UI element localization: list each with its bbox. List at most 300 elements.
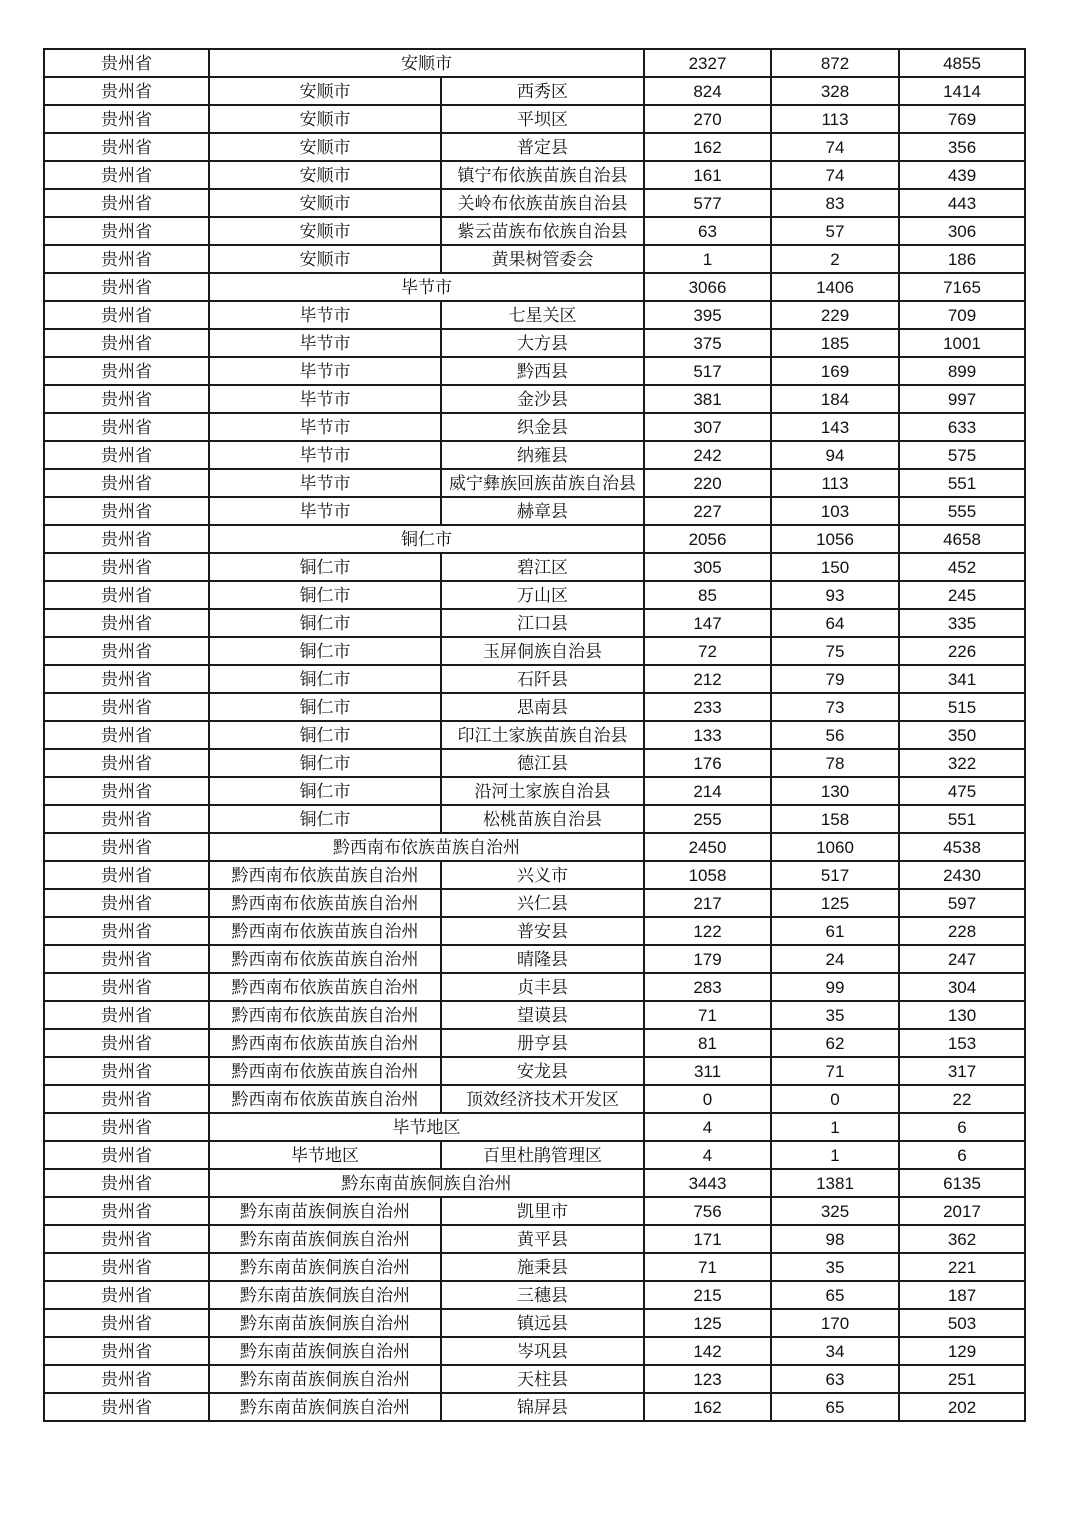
value-cell: 133: [644, 721, 771, 749]
value-cell: 322: [899, 749, 1025, 777]
table-row: [44, 133, 1025, 161]
province-cell: 贵州省: [44, 357, 209, 385]
table-row: [44, 1001, 1025, 1029]
value-cell: 22: [899, 1085, 1025, 1113]
value-cell: 4855: [899, 49, 1025, 77]
value-cell: 61: [771, 917, 899, 945]
value-cell: 443: [899, 189, 1025, 217]
value-cell: 129: [899, 1337, 1025, 1365]
value-cell: 551: [899, 469, 1025, 497]
city-summary-cell: 毕节市: [209, 273, 644, 301]
table-row: [44, 77, 1025, 105]
city-cell: 毕节市: [209, 385, 441, 413]
province-cell: 贵州省: [44, 1113, 209, 1141]
city-cell: 铜仁市: [209, 581, 441, 609]
value-cell: 515: [899, 693, 1025, 721]
value-cell: 212: [644, 665, 771, 693]
value-cell: 75: [771, 637, 899, 665]
county-cell: 江口县: [441, 609, 644, 637]
value-cell: 6: [899, 1141, 1025, 1169]
value-cell: 356: [899, 133, 1025, 161]
value-cell: 64: [771, 609, 899, 637]
province-cell: 贵州省: [44, 1001, 209, 1029]
value-cell: 65: [771, 1281, 899, 1309]
value-cell: 551: [899, 805, 1025, 833]
value-cell: 62: [771, 1029, 899, 1057]
county-cell: 黄平县: [441, 1225, 644, 1253]
province-cell: 贵州省: [44, 1169, 209, 1197]
table-row: [44, 1281, 1025, 1309]
value-cell: 3443: [644, 1169, 771, 1197]
table-row: [44, 1309, 1025, 1337]
value-cell: 756: [644, 1197, 771, 1225]
province-cell: 贵州省: [44, 273, 209, 301]
value-cell: 1001: [899, 329, 1025, 357]
value-cell: 71: [644, 1253, 771, 1281]
table-row: [44, 833, 1025, 861]
value-cell: 306: [899, 217, 1025, 245]
county-cell: 普定县: [441, 133, 644, 161]
county-cell: 石阡县: [441, 665, 644, 693]
value-cell: 2017: [899, 1197, 1025, 1225]
province-cell: 贵州省: [44, 1365, 209, 1393]
value-cell: 7165: [899, 273, 1025, 301]
table-row: [44, 777, 1025, 805]
value-cell: 255: [644, 805, 771, 833]
value-cell: 63: [644, 217, 771, 245]
value-cell: 0: [771, 1085, 899, 1113]
value-cell: 103: [771, 497, 899, 525]
county-cell: 西秀区: [441, 77, 644, 105]
table-row: [44, 1337, 1025, 1365]
table-row: [44, 273, 1025, 301]
table-row: [44, 889, 1025, 917]
value-cell: 375: [644, 329, 771, 357]
value-cell: 162: [644, 1393, 771, 1421]
value-cell: 899: [899, 357, 1025, 385]
value-cell: 341: [899, 665, 1025, 693]
county-cell: 贞丰县: [441, 973, 644, 1001]
table-row: [44, 441, 1025, 469]
table-row: [44, 385, 1025, 413]
city-cell: 黔东南苗族侗族自治州: [209, 1337, 441, 1365]
value-cell: 362: [899, 1225, 1025, 1253]
city-cell: 铜仁市: [209, 609, 441, 637]
province-cell: 贵州省: [44, 805, 209, 833]
value-cell: 147: [644, 609, 771, 637]
county-cell: 安龙县: [441, 1057, 644, 1085]
value-cell: 824: [644, 77, 771, 105]
county-cell: 岑巩县: [441, 1337, 644, 1365]
value-cell: 872: [771, 49, 899, 77]
value-cell: 6135: [899, 1169, 1025, 1197]
province-cell: 贵州省: [44, 385, 209, 413]
table-row: [44, 245, 1025, 273]
table-row: [44, 1029, 1025, 1057]
city-cell: 安顺市: [209, 161, 441, 189]
table-row: [44, 861, 1025, 889]
county-cell: 兴仁县: [441, 889, 644, 917]
province-cell: 贵州省: [44, 1057, 209, 1085]
value-cell: 113: [771, 105, 899, 133]
city-cell: 铜仁市: [209, 637, 441, 665]
table-row: [44, 189, 1025, 217]
province-cell: 贵州省: [44, 1309, 209, 1337]
value-cell: 1: [644, 245, 771, 273]
table-row: [44, 1225, 1025, 1253]
table-row: [44, 693, 1025, 721]
value-cell: 221: [899, 1253, 1025, 1281]
value-cell: 307: [644, 413, 771, 441]
value-cell: 4538: [899, 833, 1025, 861]
table-row: [44, 217, 1025, 245]
value-cell: 202: [899, 1393, 1025, 1421]
table-row: [44, 161, 1025, 189]
value-cell: 2430: [899, 861, 1025, 889]
value-cell: 35: [771, 1253, 899, 1281]
county-cell: 凯里市: [441, 1197, 644, 1225]
value-cell: 633: [899, 413, 1025, 441]
value-cell: 229: [771, 301, 899, 329]
value-cell: 150: [771, 553, 899, 581]
county-cell: 德江县: [441, 749, 644, 777]
value-cell: 79: [771, 665, 899, 693]
province-cell: 贵州省: [44, 1197, 209, 1225]
value-cell: 228: [899, 917, 1025, 945]
city-cell: 铜仁市: [209, 553, 441, 581]
province-cell: 贵州省: [44, 469, 209, 497]
table-row: [44, 413, 1025, 441]
city-cell: 安顺市: [209, 245, 441, 273]
city-cell: 黔西南布依族苗族自治州: [209, 1001, 441, 1029]
value-cell: 517: [771, 861, 899, 889]
city-cell: 铜仁市: [209, 749, 441, 777]
city-summary-cell: 黔东南苗族侗族自治州: [209, 1169, 644, 1197]
value-cell: 72: [644, 637, 771, 665]
value-cell: 439: [899, 161, 1025, 189]
value-cell: 227: [644, 497, 771, 525]
value-cell: 381: [644, 385, 771, 413]
county-cell: 紫云苗族布依族自治县: [441, 217, 644, 245]
value-cell: 56: [771, 721, 899, 749]
county-cell: 兴义市: [441, 861, 644, 889]
province-cell: 贵州省: [44, 497, 209, 525]
table-row: [44, 1085, 1025, 1113]
province-cell: 贵州省: [44, 1281, 209, 1309]
city-cell: 黔西南布依族苗族自治州: [209, 1085, 441, 1113]
value-cell: 34: [771, 1337, 899, 1365]
table-row: [44, 721, 1025, 749]
table-row: [44, 49, 1025, 77]
province-cell: 贵州省: [44, 133, 209, 161]
value-cell: 597: [899, 889, 1025, 917]
province-cell: 贵州省: [44, 189, 209, 217]
value-cell: 74: [771, 133, 899, 161]
value-cell: 350: [899, 721, 1025, 749]
city-cell: 黔西南布依族苗族自治州: [209, 917, 441, 945]
county-cell: 思南县: [441, 693, 644, 721]
province-cell: 贵州省: [44, 973, 209, 1001]
city-cell: 安顺市: [209, 105, 441, 133]
value-cell: 94: [771, 441, 899, 469]
value-cell: 1414: [899, 77, 1025, 105]
county-cell: 玉屏侗族自治县: [441, 637, 644, 665]
value-cell: 251: [899, 1365, 1025, 1393]
province-cell: 贵州省: [44, 525, 209, 553]
city-cell: 铜仁市: [209, 693, 441, 721]
county-cell: 碧江区: [441, 553, 644, 581]
value-cell: 311: [644, 1057, 771, 1085]
value-cell: 170: [771, 1309, 899, 1337]
city-cell: 黔西南布依族苗族自治州: [209, 861, 441, 889]
county-cell: 天柱县: [441, 1365, 644, 1393]
province-cell: 贵州省: [44, 833, 209, 861]
province-cell: 贵州省: [44, 245, 209, 273]
value-cell: 335: [899, 609, 1025, 637]
county-cell: 望谟县: [441, 1001, 644, 1029]
value-cell: 153: [899, 1029, 1025, 1057]
value-cell: 184: [771, 385, 899, 413]
province-cell: 贵州省: [44, 721, 209, 749]
value-cell: 4: [644, 1141, 771, 1169]
value-cell: 130: [771, 777, 899, 805]
value-cell: 452: [899, 553, 1025, 581]
province-cell: 贵州省: [44, 581, 209, 609]
city-cell: 铜仁市: [209, 777, 441, 805]
table-row: [44, 553, 1025, 581]
value-cell: 4: [644, 1113, 771, 1141]
province-cell: 贵州省: [44, 749, 209, 777]
value-cell: 2: [771, 245, 899, 273]
value-cell: 1: [771, 1113, 899, 1141]
value-cell: 99: [771, 973, 899, 1001]
value-cell: 283: [644, 973, 771, 1001]
county-cell: 锦屏县: [441, 1393, 644, 1421]
table-body: [44, 49, 1025, 1421]
value-cell: 517: [644, 357, 771, 385]
value-cell: 1060: [771, 833, 899, 861]
value-cell: 245: [899, 581, 1025, 609]
city-cell: 毕节市: [209, 469, 441, 497]
city-cell: 毕节市: [209, 413, 441, 441]
province-cell: 贵州省: [44, 917, 209, 945]
county-cell: 百里杜鹃管理区: [441, 1141, 644, 1169]
value-cell: 73: [771, 693, 899, 721]
city-cell: 铜仁市: [209, 721, 441, 749]
value-cell: 35: [771, 1001, 899, 1029]
value-cell: 130: [899, 1001, 1025, 1029]
county-cell: 关岭布依族苗族自治县: [441, 189, 644, 217]
province-cell: 贵州省: [44, 217, 209, 245]
table-row: [44, 973, 1025, 1001]
value-cell: 503: [899, 1309, 1025, 1337]
table-row: [44, 637, 1025, 665]
province-cell: 贵州省: [44, 105, 209, 133]
city-cell: 毕节市: [209, 329, 441, 357]
value-cell: 220: [644, 469, 771, 497]
city-summary-cell: 安顺市: [209, 49, 644, 77]
value-cell: 83: [771, 189, 899, 217]
table-row: [44, 1393, 1025, 1421]
value-cell: 4658: [899, 525, 1025, 553]
city-cell: 安顺市: [209, 77, 441, 105]
province-cell: 贵州省: [44, 693, 209, 721]
table-row: [44, 1253, 1025, 1281]
value-cell: 125: [644, 1309, 771, 1337]
table-row: [44, 469, 1025, 497]
table-row: [44, 665, 1025, 693]
value-cell: 122: [644, 917, 771, 945]
value-cell: 63: [771, 1365, 899, 1393]
table-row: [44, 581, 1025, 609]
city-cell: 黔西南布依族苗族自治州: [209, 1057, 441, 1085]
city-cell: 毕节地区: [209, 1141, 441, 1169]
city-cell: 黔东南苗族侗族自治州: [209, 1197, 441, 1225]
value-cell: 71: [771, 1057, 899, 1085]
province-cell: 贵州省: [44, 1337, 209, 1365]
county-cell: 顶效经济技术开发区: [441, 1085, 644, 1113]
city-cell: 黔东南苗族侗族自治州: [209, 1253, 441, 1281]
city-summary-cell: 毕节地区: [209, 1113, 644, 1141]
county-cell: 金沙县: [441, 385, 644, 413]
county-cell: 平坝区: [441, 105, 644, 133]
county-cell: 黄果树管委会: [441, 245, 644, 273]
county-cell: 施秉县: [441, 1253, 644, 1281]
province-cell: 贵州省: [44, 1225, 209, 1253]
table-row: [44, 329, 1025, 357]
value-cell: 1: [771, 1141, 899, 1169]
value-cell: 185: [771, 329, 899, 357]
province-cell: 贵州省: [44, 77, 209, 105]
county-cell: 三穗县: [441, 1281, 644, 1309]
city-cell: 黔西南布依族苗族自治州: [209, 889, 441, 917]
value-cell: 161: [644, 161, 771, 189]
value-cell: 270: [644, 105, 771, 133]
table-row: [44, 749, 1025, 777]
value-cell: 1381: [771, 1169, 899, 1197]
province-cell: 贵州省: [44, 1085, 209, 1113]
value-cell: 179: [644, 945, 771, 973]
value-cell: 158: [771, 805, 899, 833]
value-cell: 217: [644, 889, 771, 917]
province-cell: 贵州省: [44, 553, 209, 581]
value-cell: 709: [899, 301, 1025, 329]
county-cell: 普安县: [441, 917, 644, 945]
value-cell: 328: [771, 77, 899, 105]
province-cell: 贵州省: [44, 861, 209, 889]
value-cell: 1058: [644, 861, 771, 889]
statistics-table-container: [43, 48, 1026, 1422]
value-cell: 2056: [644, 525, 771, 553]
city-cell: 安顺市: [209, 189, 441, 217]
table-row: [44, 1169, 1025, 1197]
value-cell: 123: [644, 1365, 771, 1393]
value-cell: 169: [771, 357, 899, 385]
value-cell: 2327: [644, 49, 771, 77]
city-cell: 毕节市: [209, 301, 441, 329]
county-cell: 镇宁布依族苗族自治县: [441, 161, 644, 189]
value-cell: 1056: [771, 525, 899, 553]
value-cell: 769: [899, 105, 1025, 133]
value-cell: 2450: [644, 833, 771, 861]
table-row: [44, 301, 1025, 329]
county-cell: 印江土家族苗族自治县: [441, 721, 644, 749]
value-cell: 242: [644, 441, 771, 469]
city-cell: 黔东南苗族侗族自治州: [209, 1393, 441, 1421]
county-cell: 黔西县: [441, 357, 644, 385]
value-cell: 233: [644, 693, 771, 721]
province-cell: 贵州省: [44, 301, 209, 329]
value-cell: 475: [899, 777, 1025, 805]
table-row: [44, 497, 1025, 525]
table-row: [44, 609, 1025, 637]
value-cell: 98: [771, 1225, 899, 1253]
value-cell: 3066: [644, 273, 771, 301]
city-cell: 安顺市: [209, 133, 441, 161]
city-summary-cell: 铜仁市: [209, 525, 644, 553]
table-row: [44, 1113, 1025, 1141]
province-cell: 贵州省: [44, 1029, 209, 1057]
table-row: [44, 1197, 1025, 1225]
province-cell: 贵州省: [44, 1141, 209, 1169]
value-cell: 997: [899, 385, 1025, 413]
province-cell: 贵州省: [44, 413, 209, 441]
province-cell: 贵州省: [44, 329, 209, 357]
value-cell: 577: [644, 189, 771, 217]
city-cell: 毕节市: [209, 357, 441, 385]
value-cell: 0: [644, 1085, 771, 1113]
value-cell: 57: [771, 217, 899, 245]
county-cell: 松桃苗族自治县: [441, 805, 644, 833]
province-cell: 贵州省: [44, 441, 209, 469]
county-cell: 七星关区: [441, 301, 644, 329]
province-cell: 贵州省: [44, 777, 209, 805]
city-cell: 毕节市: [209, 441, 441, 469]
table-row: [44, 525, 1025, 553]
value-cell: 555: [899, 497, 1025, 525]
county-cell: 织金县: [441, 413, 644, 441]
province-cell: 贵州省: [44, 161, 209, 189]
value-cell: 226: [899, 637, 1025, 665]
value-cell: 317: [899, 1057, 1025, 1085]
table-row: [44, 945, 1025, 973]
province-cell: 贵州省: [44, 637, 209, 665]
value-cell: 81: [644, 1029, 771, 1057]
value-cell: 65: [771, 1393, 899, 1421]
city-cell: 黔东南苗族侗族自治州: [209, 1365, 441, 1393]
county-cell: 晴隆县: [441, 945, 644, 973]
city-cell: 黔东南苗族侗族自治州: [209, 1225, 441, 1253]
value-cell: 1406: [771, 273, 899, 301]
table-row: [44, 357, 1025, 385]
value-cell: 247: [899, 945, 1025, 973]
region-statistics-table: [43, 48, 1026, 1422]
province-cell: 贵州省: [44, 49, 209, 77]
value-cell: 214: [644, 777, 771, 805]
value-cell: 71: [644, 1001, 771, 1029]
value-cell: 395: [644, 301, 771, 329]
table-row: [44, 1365, 1025, 1393]
value-cell: 74: [771, 161, 899, 189]
province-cell: 贵州省: [44, 1253, 209, 1281]
value-cell: 215: [644, 1281, 771, 1309]
value-cell: 325: [771, 1197, 899, 1225]
county-cell: 威宁彝族回族苗族自治县: [441, 469, 644, 497]
value-cell: 85: [644, 581, 771, 609]
province-cell: 贵州省: [44, 889, 209, 917]
city-cell: 铜仁市: [209, 665, 441, 693]
value-cell: 6: [899, 1113, 1025, 1141]
